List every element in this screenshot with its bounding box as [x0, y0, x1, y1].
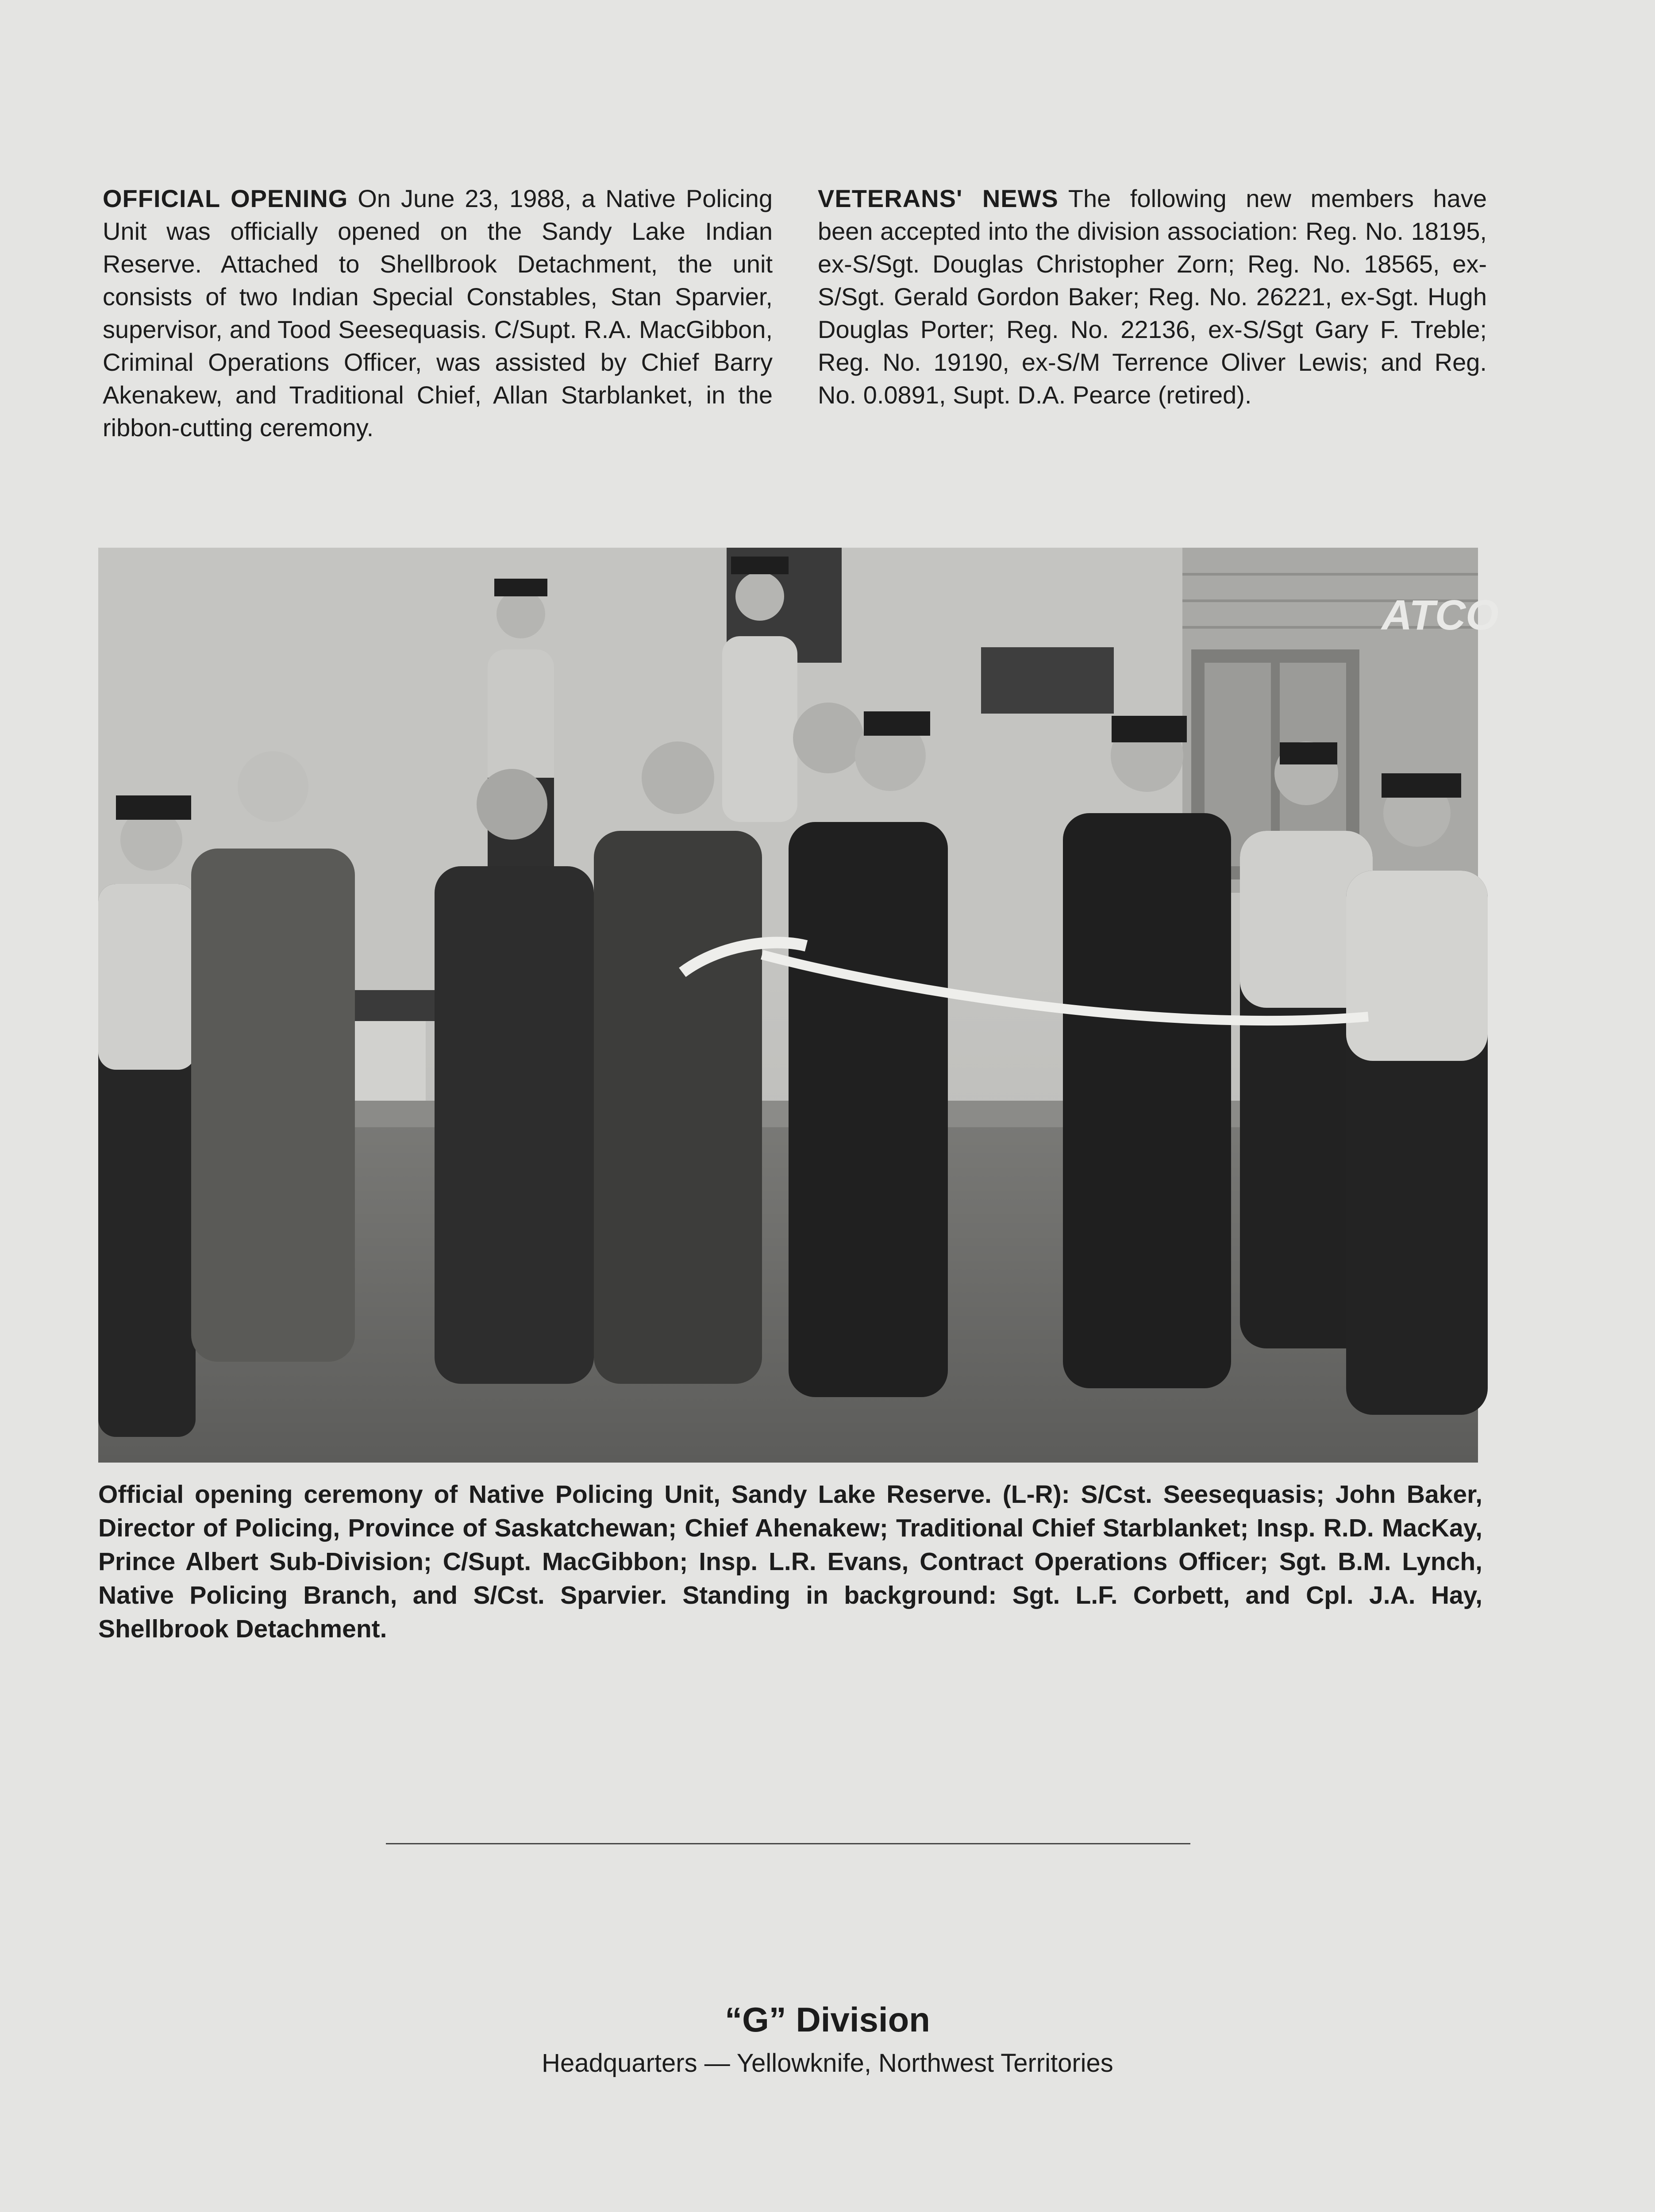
- veterans-news-body: The following new members have been accepted into the division association: Reg. No. 18195, ex-S/Sgt. Douglas Christopher Zorn; Reg. No. 18565, ex-S/Sgt. Gerald Gordon Baker; Reg. No. 26221, ex-Sgt. Hugh Douglas Porter; Reg. No. 22136, ex-S/Sgt Gary F. Treble; Reg. No. 19190, ex-S/M Terrence Oliver Lewis; and Reg. No. 0.0891, Supt. D.A. Pearce (retired).: [818, 184, 1487, 409]
- section-divider: [386, 1843, 1190, 1844]
- division-title: “G” Division: [725, 2000, 930, 2039]
- veterans-news-article: [818, 182, 1487, 411]
- official-opening-body: On June 23, 1988, a Native Policing Unit was officially opened on the Sandy Lake Indian Reserve. Attached to Shellbrook Detachment, the unit consists of two Indian Special Constables, Stan Sparvier, supervisor, and Tood Seesequasis. C/Supt. R.A. MacGibbon, Criminal Operations Officer, was assisted by Chief Barry Akenakew, and Traditional Chief, Allan Starblanket, in the ribbon-cutting ceremony.: [103, 184, 773, 442]
- ceremony-photo: [98, 548, 1499, 1463]
- veterans-news-heading: VETERANS' NEWS: [818, 184, 1058, 212]
- photo-caption: Official opening ceremony of Native Policing Unit, Sandy Lake Reserve. (L-R): S/Cst. Seesequasis; John Baker, Director of Policing, Province of Saskatchewan; Chief Ahenakew; Traditional Chief Starblanket; Insp. R.D. MacKay, Prince Albert Sub-Division; C/Supt. MacGibbon; Insp. L.R. Evans, Contract Operations Officer; Sgt. B.M. Lynch, Native Policing Branch, and S/Cst. Sparvier. Standing in background: Sgt. L.F. Corbett, and Cpl. J.A. Hay, Shellbrook Detachment.: [98, 1480, 1482, 1643]
- official-opening-heading: OFFICIAL OPENING: [103, 184, 348, 212]
- official-opening-article: [103, 182, 773, 444]
- ceremony-photo-illustration: [98, 548, 1499, 1463]
- atco-sign: ATCO: [1382, 591, 1499, 639]
- division-subtitle: Headquarters — Yellowknife, Northwest Territories: [542, 2049, 1113, 2078]
